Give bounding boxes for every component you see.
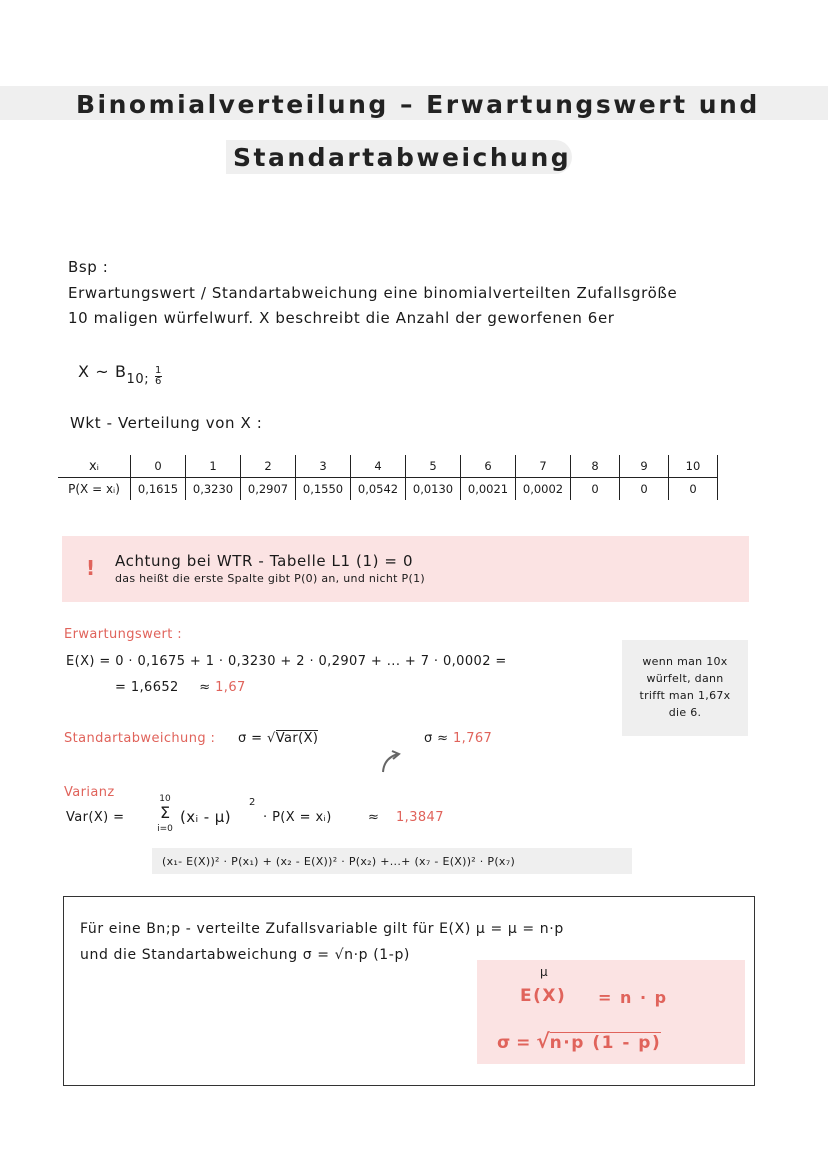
distribution-fraction bbox=[155, 366, 162, 387]
expectation-line1: E(X) = 0 · 0,1675 + 1 · 0,3230 + 2 · 0,2907 + ... + 7 · 0,0002 = bbox=[66, 654, 507, 669]
sigma-formula bbox=[497, 1029, 661, 1053]
sqrt-icon: √ bbox=[267, 731, 276, 746]
page-title-line1: Binomialverteilung – Erwartungswert und bbox=[76, 90, 760, 119]
table-cell-p: 0,1615 bbox=[131, 478, 186, 501]
table-cell-p: 0,0021 bbox=[461, 478, 516, 501]
side-note-text bbox=[622, 653, 748, 721]
side-note-line: trifft man 1,67x bbox=[639, 689, 731, 702]
example-text-line2: 10 maligen würfelwurf. X beschreibt die Anzahl der geworfenen 6er bbox=[68, 309, 615, 327]
wkt-distribution-label: Wkt - Verteilung von X : bbox=[70, 414, 263, 432]
table-cell-x: 6 bbox=[461, 455, 516, 478]
warning-line1: Achtung bei WTR - Tabelle L1 (1) = 0 bbox=[115, 552, 414, 570]
warning-line2: das heißt die erste Spalte gibt P(0) an, und nicht P(1) bbox=[115, 572, 425, 585]
curved-arrow-icon bbox=[378, 748, 408, 778]
sum-upper-limit: 10 bbox=[159, 794, 171, 804]
variance-heading: Varianz bbox=[64, 785, 115, 800]
stddev-radicand: Var(X) bbox=[275, 731, 319, 746]
table-cell-p: 0,1550 bbox=[296, 478, 351, 501]
stddev-approx-value: 1,767 bbox=[453, 731, 493, 746]
stddev-heading: Standartabweichung : bbox=[64, 731, 216, 746]
exclamation-icon: ! bbox=[86, 556, 96, 580]
table-cell-x: 10 bbox=[669, 455, 718, 478]
sigma-formula-radicand: n·p (1 - p) bbox=[549, 1033, 662, 1053]
side-note-line: wenn man 10x bbox=[642, 655, 728, 668]
table-cell-p: 0,3230 bbox=[186, 478, 241, 501]
table-row-x bbox=[58, 455, 718, 478]
summary-line2: und die Standartabweichung σ = √n·p (1-p) bbox=[80, 947, 410, 963]
page-title-line2: Standartabweichung bbox=[233, 143, 572, 172]
example-text-line1: Erwartungswert / Standartabweichung eine binomialverteilten Zufallsgröße bbox=[68, 284, 678, 302]
sigma-formula-lhs: σ = bbox=[497, 1033, 531, 1053]
variance-term2: · P(X = xᵢ) bbox=[263, 810, 332, 825]
sqrt-icon: √ bbox=[536, 1029, 550, 1053]
expectation-formula-lhs: E(X) bbox=[520, 986, 567, 1006]
expectation-line2 bbox=[115, 680, 246, 695]
stddev-approx-symbol: σ ≈ bbox=[424, 731, 449, 746]
mu-label: μ bbox=[540, 965, 548, 979]
variance-approx-value: 1,3847 bbox=[396, 810, 444, 825]
summary-line1: Für eine Bn;p - verteilte Zufallsvariable gilt für E(X) μ = μ = n·p bbox=[80, 921, 564, 937]
table-cell-p: 0,0002 bbox=[516, 478, 571, 501]
table-cell-p: 0,2907 bbox=[241, 478, 296, 501]
variance-term: (xᵢ - μ) bbox=[180, 808, 231, 826]
table-cell-p: 0,0130 bbox=[406, 478, 461, 501]
approx-symbol: ≈ bbox=[199, 680, 211, 695]
table-row-p bbox=[58, 478, 718, 501]
table-cell-p: 0 bbox=[669, 478, 718, 501]
table-cell-p: 0,0542 bbox=[351, 478, 406, 501]
fraction-denominator: 6 bbox=[154, 376, 162, 387]
table-cell-x: 8 bbox=[571, 455, 620, 478]
table-cell-p: 0 bbox=[620, 478, 669, 501]
distribution-prefix: X ~ B bbox=[78, 362, 127, 381]
fraction-numerator: 1 bbox=[154, 365, 162, 376]
sum-lower-limit: i=0 bbox=[157, 824, 173, 834]
table-cell-x: 7 bbox=[516, 455, 571, 478]
table-cell-x: 3 bbox=[296, 455, 351, 478]
distribution-notation bbox=[78, 362, 162, 387]
table-cell-x: 2 bbox=[241, 455, 296, 478]
stddev-approx bbox=[424, 731, 492, 746]
side-note-line: die 6. bbox=[668, 706, 702, 719]
probability-table bbox=[58, 455, 718, 500]
example-label: Bsp : bbox=[68, 258, 109, 276]
variance-lhs: Var(X) = bbox=[66, 810, 125, 825]
table-header-x: xᵢ bbox=[58, 455, 131, 478]
table-cell-x: 4 bbox=[351, 455, 406, 478]
expectation-formula-rhs: = n · p bbox=[598, 988, 668, 1007]
sum-symbol: Σ bbox=[159, 803, 171, 822]
variance-exponent: 2 bbox=[249, 797, 256, 808]
table-cell-x: 0 bbox=[131, 455, 186, 478]
stddev-lhs: σ = bbox=[238, 731, 263, 746]
side-note-line: würfelt, dann bbox=[646, 672, 724, 685]
expectation-rounded: 1,67 bbox=[215, 680, 246, 695]
variance-approx-symbol: ≈ bbox=[368, 810, 380, 825]
variance-expansion: (x₁- E(X))² · P(x₁) + (x₂ - E(X))² · P(x₂) +...+ (x₇ - E(X))² · P(x₇) bbox=[162, 855, 516, 868]
distribution-subscript: 10; bbox=[126, 372, 150, 387]
table-cell-x: 1 bbox=[186, 455, 241, 478]
expectation-result: = 1,6652 bbox=[115, 680, 179, 695]
table-header-p: P(X = xᵢ) bbox=[68, 482, 120, 496]
table-cell-x: 9 bbox=[620, 455, 669, 478]
table-cell-x: 5 bbox=[406, 455, 461, 478]
stddev-formula bbox=[238, 731, 318, 746]
expectation-heading: Erwartungswert : bbox=[64, 627, 183, 642]
table-cell-p: 0 bbox=[571, 478, 620, 501]
